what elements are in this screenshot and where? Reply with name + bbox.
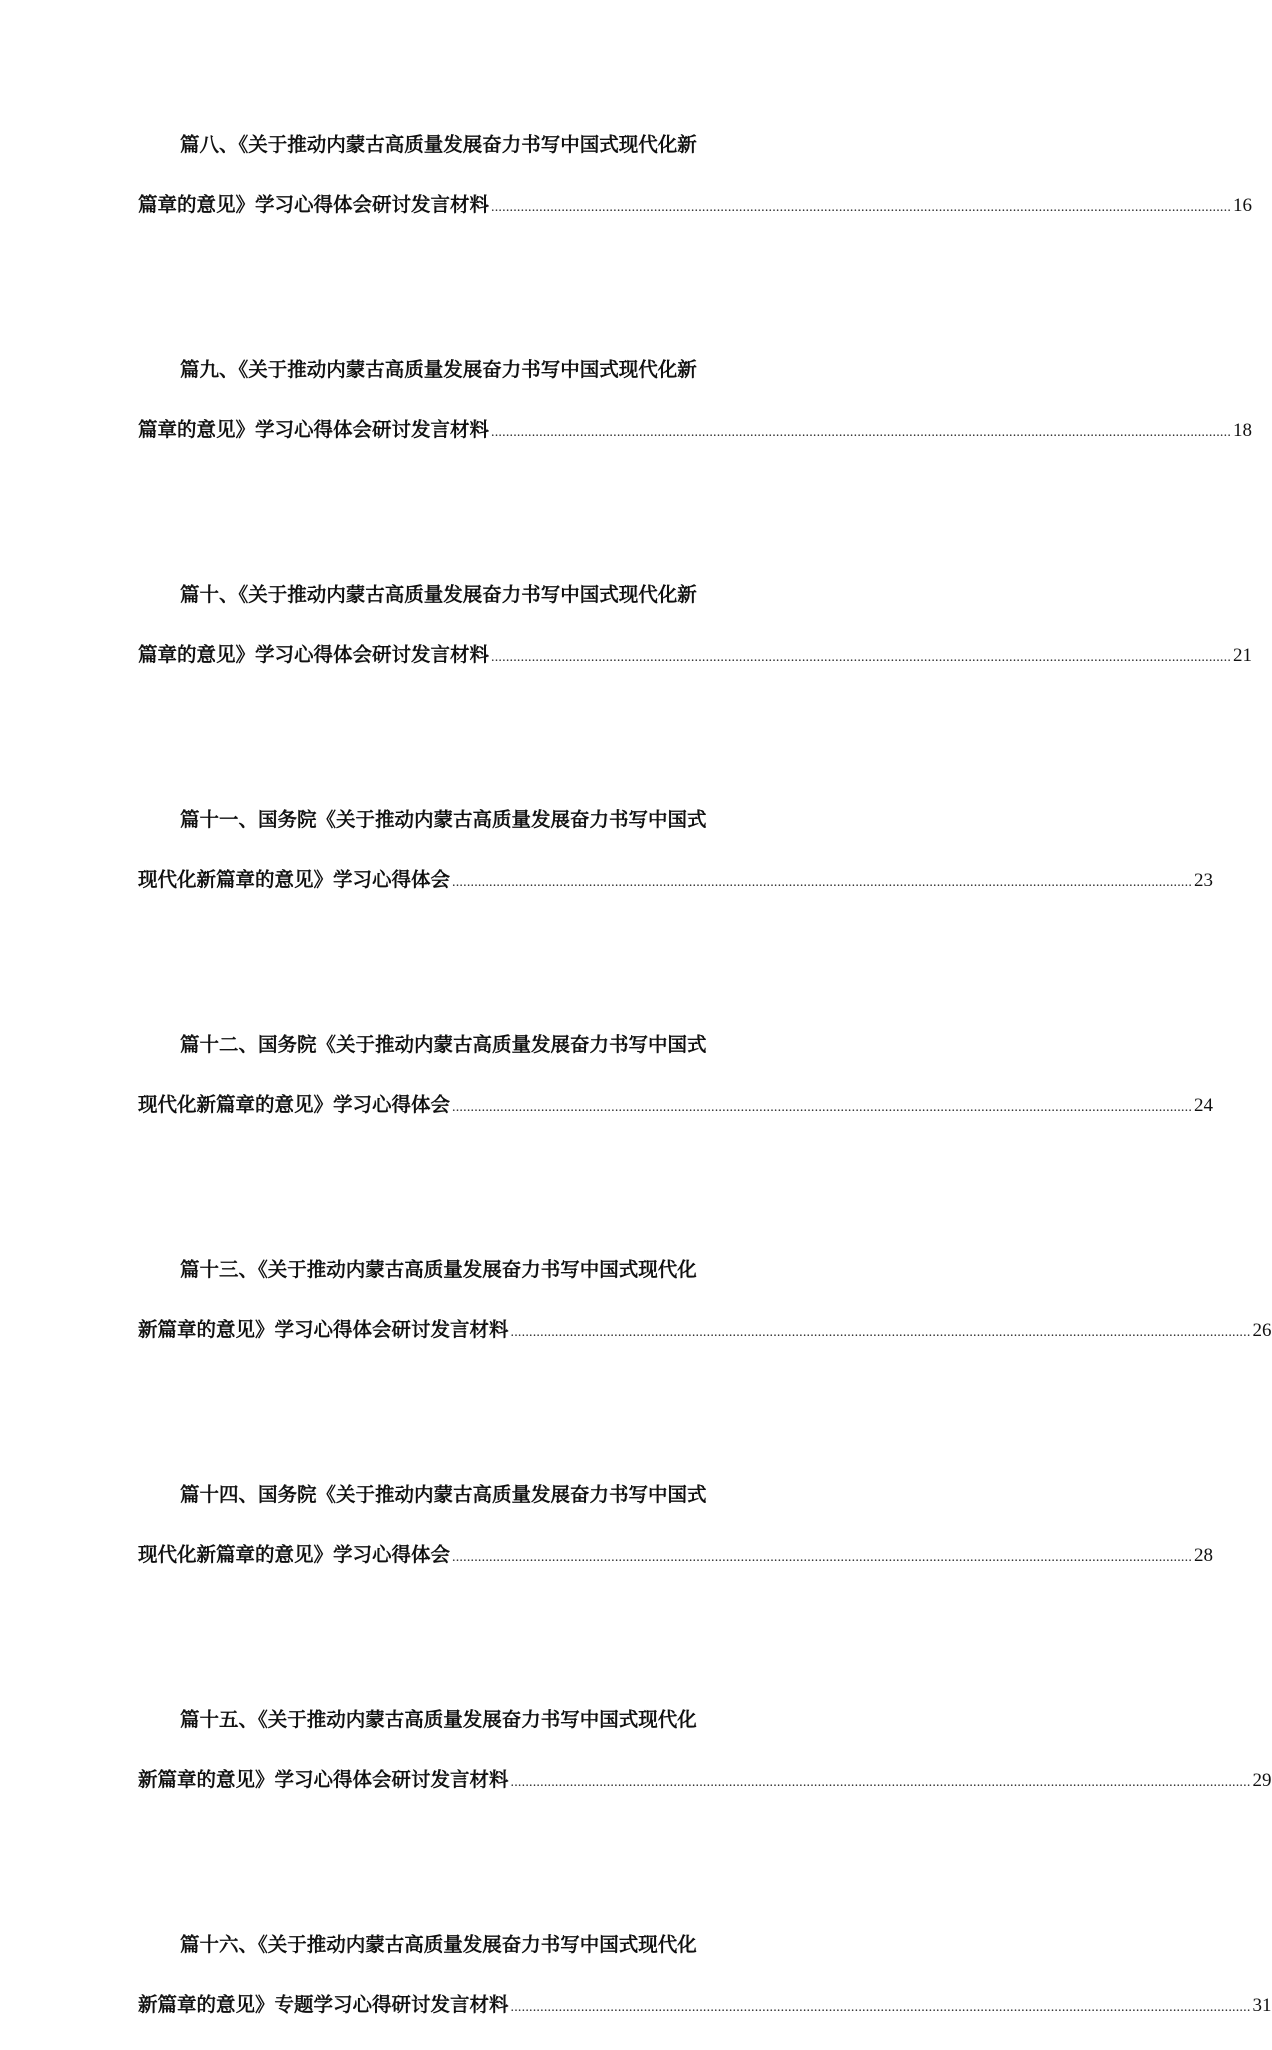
toc-entry-title-line2-row bbox=[138, 640, 1253, 673]
toc-entry-title-line2: 篇章的意见》学习心得体会研讨发言材料 bbox=[138, 643, 490, 666]
toc-entry[interactable] bbox=[138, 1030, 1214, 1255]
toc-entry[interactable] bbox=[138, 130, 1253, 355]
toc-entry[interactable] bbox=[138, 1705, 1272, 1930]
toc-entry-page-number: 28 bbox=[1194, 1545, 1214, 1566]
toc-entry-page-number: 26 bbox=[1252, 1320, 1272, 1341]
table-of-contents bbox=[138, 130, 1272, 2050]
toc-entry-page-number: 16 bbox=[1233, 195, 1253, 216]
toc-entry-title-line1: 篇十四、国务院《关于推动内蒙古高质量发展奋力书写中国式 bbox=[180, 1483, 707, 1506]
toc-entry[interactable] bbox=[138, 355, 1253, 580]
dot-leader: ........................................................................................................................................................................................................ bbox=[510, 2000, 1251, 2015]
toc-entry-title-line2-row bbox=[138, 1315, 1272, 1348]
toc-entry[interactable] bbox=[138, 1930, 1272, 2050]
toc-entry-title-line1: 篇十五、《关于推动内蒙古高质量发展奋力书写中国式现代化 bbox=[180, 1708, 697, 1731]
toc-entry-page-number: 21 bbox=[1233, 645, 1253, 666]
toc-entry-title-line1: 篇九、《关于推动内蒙古高质量发展奋力书写中国式现代化新 bbox=[180, 358, 697, 381]
dot-leader: ........................................................................................................................................................................................................ bbox=[510, 1325, 1251, 1340]
toc-entry-title-line1: 篇十三、《关于推动内蒙古高质量发展奋力书写中国式现代化 bbox=[180, 1258, 697, 1281]
toc-entry-title-line2: 现代化新篇章的意见》学习心得体会 bbox=[138, 868, 451, 891]
toc-entry-title-line2-row bbox=[138, 1540, 1214, 1573]
toc-entry-title-line1: 篇十一、国务院《关于推动内蒙古高质量发展奋力书写中国式 bbox=[180, 808, 707, 831]
toc-entry-title-line2: 新篇章的意见》专题学习心得研讨发言材料 bbox=[138, 1993, 509, 2016]
toc-entry-title-line1: 篇十二、国务院《关于推动内蒙古高质量发展奋力书写中国式 bbox=[180, 1033, 707, 1056]
toc-entry-title-line1: 篇十、《关于推动内蒙古高质量发展奋力书写中国式现代化新 bbox=[180, 583, 697, 606]
toc-entry-title-line2: 新篇章的意见》学习心得体会研讨发言材料 bbox=[138, 1768, 509, 1791]
toc-entry-title-line2: 新篇章的意见》学习心得体会研讨发言材料 bbox=[138, 1318, 509, 1341]
toc-entry[interactable] bbox=[138, 580, 1253, 805]
toc-entry-title-line2-row bbox=[138, 415, 1253, 448]
toc-entry-title-line1: 篇十六、《关于推动内蒙古高质量发展奋力书写中国式现代化 bbox=[180, 1933, 697, 1956]
toc-entry-page-number: 24 bbox=[1194, 1095, 1214, 1116]
toc-entry-page-number: 18 bbox=[1233, 420, 1253, 441]
dot-leader: ........................................................................................................................................................................................................ bbox=[452, 1550, 1193, 1565]
toc-entry-title-line2-row bbox=[138, 865, 1214, 898]
dot-leader: ........................................................................................................................................................................................................ bbox=[452, 875, 1193, 890]
toc-entry-title-line2: 现代化新篇章的意见》学习心得体会 bbox=[138, 1093, 451, 1116]
toc-entry-title-line1: 篇八、《关于推动内蒙古高质量发展奋力书写中国式现代化新 bbox=[180, 133, 697, 156]
toc-entry-title-line2-row bbox=[138, 1090, 1214, 1123]
dot-leader: ........................................................................................................................................................................................................ bbox=[510, 1775, 1251, 1790]
dot-leader: ........................................................................................................................................................................................................ bbox=[491, 200, 1232, 215]
dot-leader: ........................................................................................................................................................................................................ bbox=[491, 425, 1232, 440]
toc-entry-title-line2-row bbox=[138, 1990, 1272, 2023]
toc-entry[interactable] bbox=[138, 1255, 1272, 1480]
toc-entry-page-number: 23 bbox=[1194, 870, 1214, 891]
toc-entry-title-line2: 篇章的意见》学习心得体会研讨发言材料 bbox=[138, 418, 490, 441]
toc-entry-title-line2: 篇章的意见》学习心得体会研讨发言材料 bbox=[138, 193, 490, 216]
dot-leader: ........................................................................................................................................................................................................ bbox=[452, 1100, 1193, 1115]
toc-entry-page-number: 31 bbox=[1252, 1995, 1272, 2016]
toc-entry[interactable] bbox=[138, 1480, 1214, 1705]
dot-leader: ........................................................................................................................................................................................................ bbox=[491, 650, 1232, 665]
toc-entry[interactable] bbox=[138, 805, 1214, 1030]
toc-entry-title-line2-row bbox=[138, 190, 1253, 223]
toc-entry-title-line2-row bbox=[138, 1765, 1272, 1798]
toc-entry-page-number: 29 bbox=[1252, 1770, 1272, 1791]
toc-entry-title-line2: 现代化新篇章的意见》学习心得体会 bbox=[138, 1543, 451, 1566]
